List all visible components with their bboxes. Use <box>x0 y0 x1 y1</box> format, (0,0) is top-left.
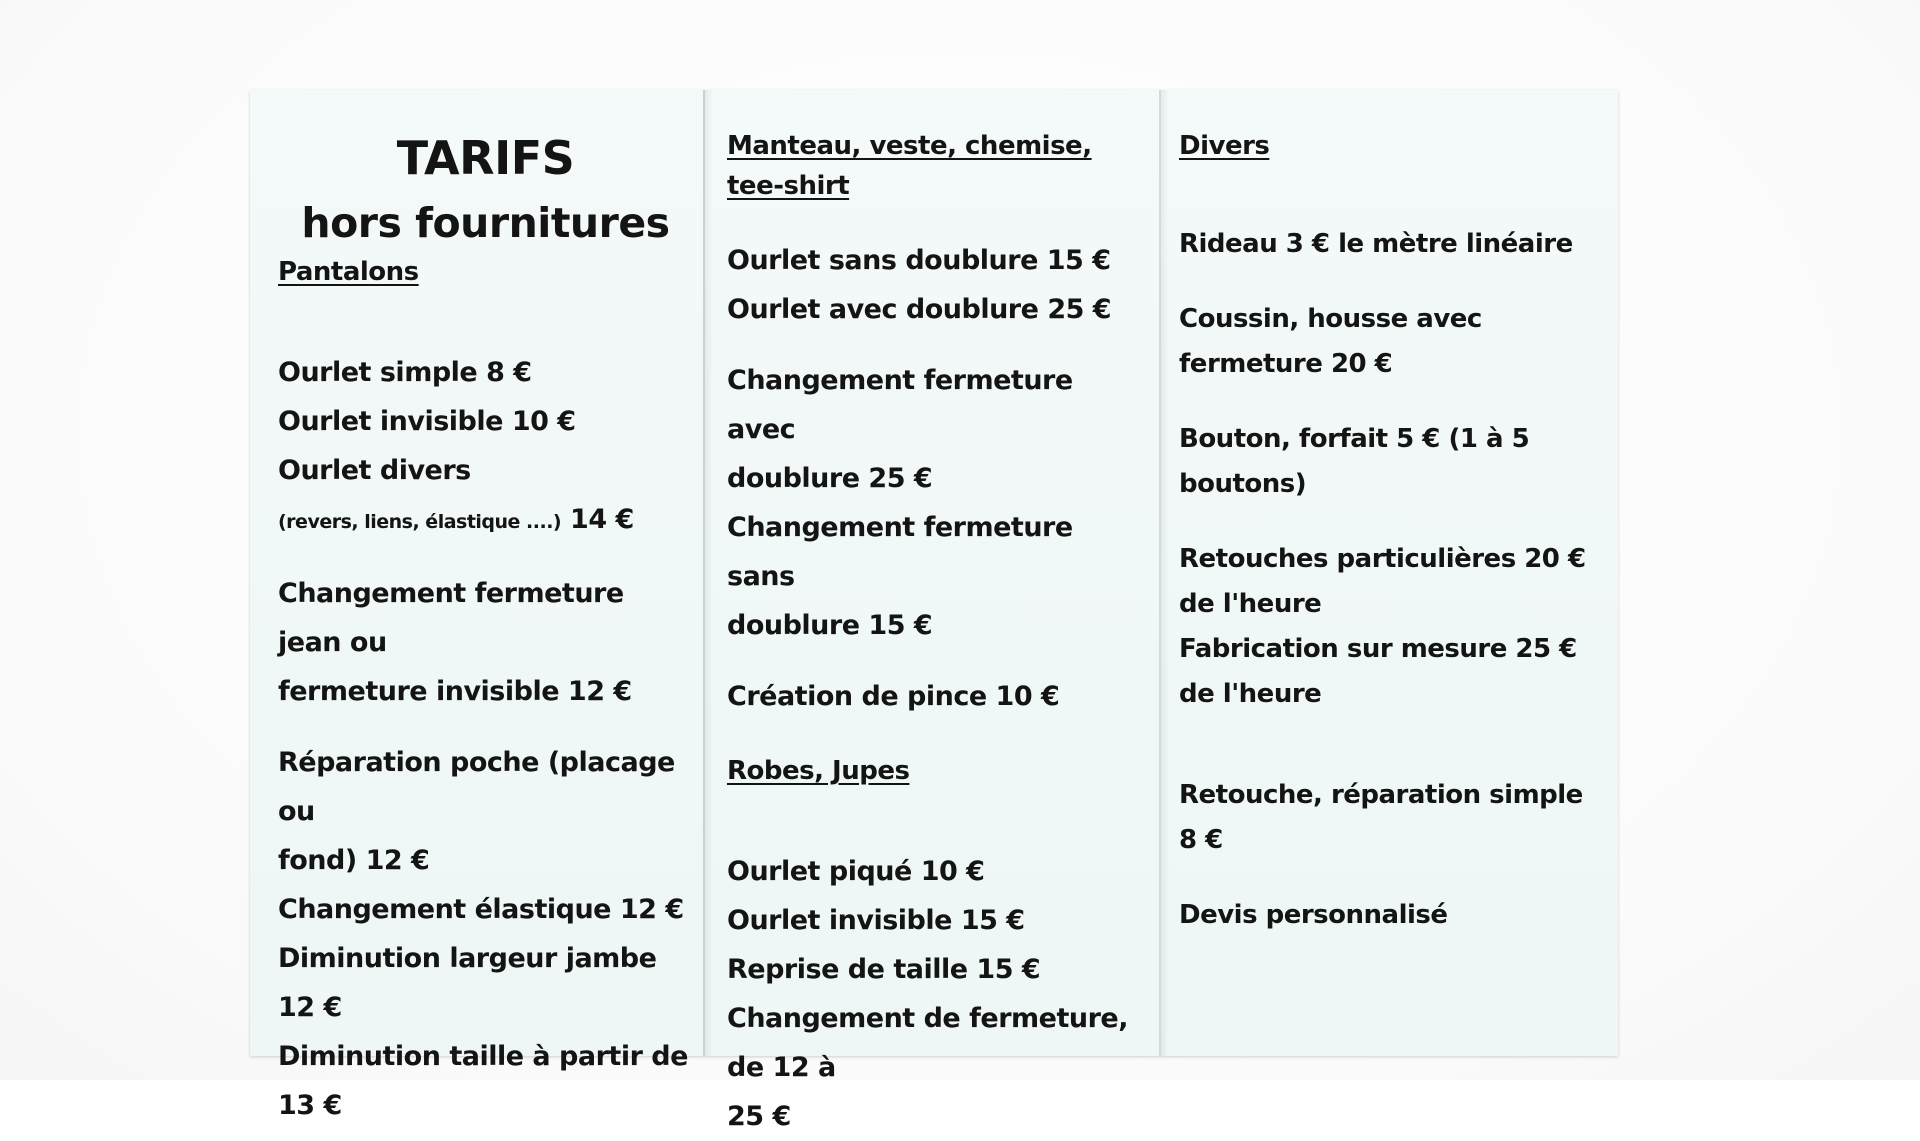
price-item: Ourlet avec doublure 25 € <box>727 294 1112 325</box>
price-item: Bouton, forfait 5 € (1 à 5 boutons) <box>1179 424 1530 499</box>
price-item: 25 € <box>727 1101 791 1132</box>
spacer <box>727 791 1149 847</box>
price-item: Ourlet divers <box>278 455 471 486</box>
section-heading-divers: Divers <box>1179 131 1270 161</box>
price-item: Changement fermeture avec <box>727 365 1073 445</box>
price-item: fond) 12 € <box>278 845 430 876</box>
price-item: de l'heure <box>1179 589 1322 619</box>
price-item: Ourlet sans doublure 15 € <box>727 245 1111 276</box>
price-item: Rideau 3 € le mètre linéaire <box>1179 229 1573 259</box>
spacer <box>1179 863 1608 893</box>
price-item: de l'heure <box>1179 679 1322 709</box>
spacer <box>727 334 1149 356</box>
section-heading-robes: Robes, Jupes <box>727 756 910 786</box>
spacer <box>278 716 693 738</box>
page-title: TARIFS <box>396 131 575 185</box>
spacer <box>727 721 1149 751</box>
price-item: Changement de fermeture, de 12 à <box>727 1003 1128 1083</box>
divers-price: 14 € <box>570 504 634 535</box>
price-item: fermeture invisible 12 € <box>278 676 632 707</box>
price-item: Ourlet invisible 15 € <box>727 905 1025 936</box>
price-item: Ourlet invisible 10 € <box>278 406 576 437</box>
tri-fold-brochure <box>250 90 1618 1132</box>
price-item: Diminution taille à partir de 13 € <box>278 1041 688 1121</box>
price-item: doublure 25 € <box>727 463 933 494</box>
spacer <box>1179 717 1608 773</box>
spacer <box>278 547 693 569</box>
price-item: Retouches particulières 20 € <box>1179 544 1586 574</box>
price-item: Création de pince 10 € <box>727 681 1060 712</box>
price-item: doublure 15 € <box>727 610 933 641</box>
price-item: Retouche, réparation simple 8 € <box>1179 780 1583 855</box>
price-item: Fabrication sur mesure 25 € <box>1179 634 1577 664</box>
spacer <box>1179 267 1608 297</box>
spacer <box>278 292 693 348</box>
fold-shadow <box>705 90 713 1056</box>
section-heading-manteau: Manteau, veste, chemise, tee-shirt <box>727 131 1092 201</box>
price-item: Devis personnalisé <box>1179 900 1448 930</box>
price-item: Diminution largeur jambe 12 € <box>278 943 657 1023</box>
price-item: Changement fermeture jean ou <box>278 578 624 658</box>
spacer <box>1179 166 1608 222</box>
price-item: Changement élastique 12 € <box>278 894 684 925</box>
divers-note: (revers, liens, élastique ....) <box>278 511 562 533</box>
panel-pantalons <box>250 90 703 1121</box>
fold-shadow <box>1161 90 1169 1056</box>
panel-manteau-robes <box>703 90 1159 1132</box>
panel-divers <box>1159 90 1618 1056</box>
page-subtitle: hors fournitures <box>301 199 670 247</box>
spacer <box>727 206 1149 236</box>
price-item: Changement fermeture sans <box>727 512 1073 592</box>
spacer <box>1179 387 1608 417</box>
spacer <box>727 650 1149 672</box>
price-item: Ourlet simple 8 € <box>278 357 532 388</box>
price-item: Reprise de taille 15 € <box>727 954 1041 985</box>
price-item-divers <box>278 495 693 547</box>
price-item: Réparation poche (placage ou <box>278 747 675 827</box>
spacer <box>1179 507 1608 537</box>
price-item: Ourlet piqué 10 € <box>727 856 985 887</box>
price-item: Coussin, housse avec fermeture 20 € <box>1179 304 1482 379</box>
section-heading-pantalons: Pantalons <box>278 257 419 287</box>
